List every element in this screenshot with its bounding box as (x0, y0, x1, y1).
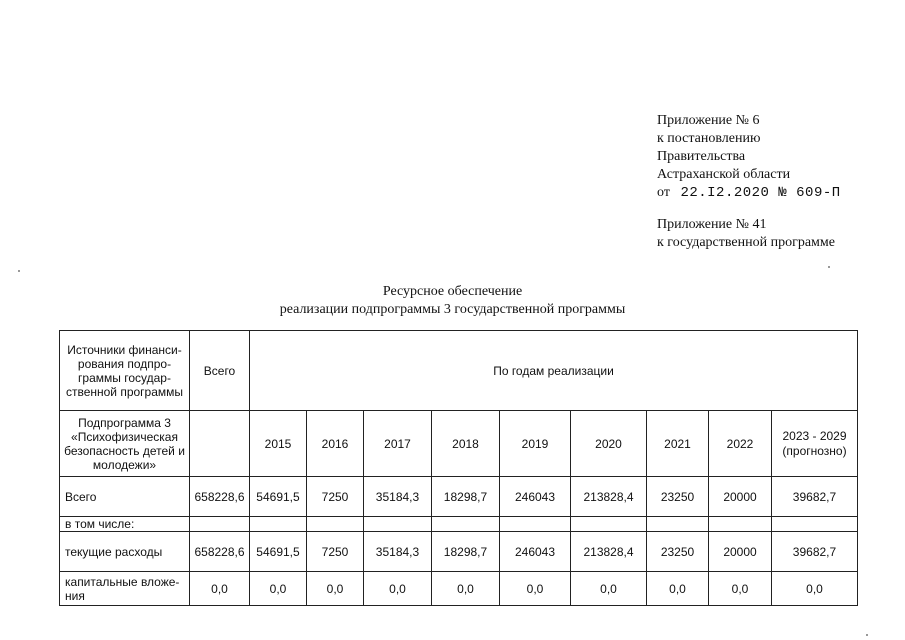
appendix-date-stamp: 22.I2.2020 № 609-П (680, 185, 841, 201)
row-value: 0,0 (772, 572, 858, 606)
year-cell: 2016 (307, 411, 364, 477)
year-cell: 2018 (432, 411, 500, 477)
row-value: 246043 (500, 477, 571, 517)
row-value: 0,0 (647, 572, 709, 606)
resource-table (59, 330, 858, 606)
row-value: 23250 (647, 532, 709, 572)
header-total: Всего (190, 331, 250, 411)
row-value (571, 517, 647, 532)
header-source: Источники финанси-рования подпро-граммы государ-ственной программы (60, 331, 190, 411)
appendix-region: Астраханской области (657, 167, 791, 182)
row-value: 54691,5 (250, 532, 307, 572)
scan-speck (866, 634, 868, 636)
year-cell: 2020 (571, 411, 647, 477)
row-value (772, 517, 858, 532)
year-cell: 2019 (500, 411, 571, 477)
appendix-government: Правительства (657, 149, 746, 164)
row-value: 246043 (500, 532, 571, 572)
header-years: По годам реализации (250, 331, 858, 411)
row-value: 0,0 (571, 572, 647, 606)
row-label: капитальные вложе-ния (60, 572, 190, 606)
row-total: 658228,6 (190, 477, 250, 517)
appendix-number: Приложение № 6 (657, 113, 760, 128)
row-value: 7250 (307, 477, 364, 517)
row-label: Всего (60, 477, 190, 517)
row-value: 35184,3 (364, 477, 432, 517)
table-header-row (60, 331, 858, 411)
appendix-program-number: Приложение № 41 (657, 217, 767, 232)
row-value: 35184,3 (364, 532, 432, 572)
row-value: 0,0 (709, 572, 772, 606)
row-value (364, 517, 432, 532)
row-value (500, 517, 571, 532)
appendix-program: к государственной программе (657, 235, 835, 250)
row-label: в том числе: (60, 517, 190, 532)
title-line-1: Ресурсное обеспечение (382, 284, 523, 299)
appendix-resolution: к постановлению (657, 131, 761, 146)
table-row (60, 572, 858, 606)
row-total: 0,0 (190, 572, 250, 606)
row-value (709, 517, 772, 532)
row-total: 658228,6 (190, 532, 250, 572)
year-cell: 2022 (709, 411, 772, 477)
row-value (250, 517, 307, 532)
row-value (647, 517, 709, 532)
document-title (0, 283, 905, 319)
row-value: 39682,7 (772, 477, 858, 517)
appendix-date-prefix: от (657, 185, 670, 200)
row-value: 54691,5 (250, 477, 307, 517)
year-cell: 2015 (250, 411, 307, 477)
row-value: 20000 (709, 477, 772, 517)
row-value: 20000 (709, 532, 772, 572)
title-line-2: реализации подпрограммы 3 государственной программы (279, 302, 626, 317)
row-value: 0,0 (250, 572, 307, 606)
year-cell: 2021 (647, 411, 709, 477)
row-total (190, 517, 250, 532)
row-value: 18298,7 (432, 532, 500, 572)
table-years-row (60, 411, 858, 477)
table-row (60, 477, 858, 517)
years-total-empty (190, 411, 250, 477)
row-value: 0,0 (364, 572, 432, 606)
row-value (307, 517, 364, 532)
scan-speck (18, 270, 20, 272)
row-value: 18298,7 (432, 477, 500, 517)
appendix-date-line (657, 184, 841, 202)
row-value: 213828,4 (571, 532, 647, 572)
scan-speck (828, 266, 830, 268)
row-value: 213828,4 (571, 477, 647, 517)
row-value: 7250 (307, 532, 364, 572)
year-cell: 2017 (364, 411, 432, 477)
row-value (432, 517, 500, 532)
subprogram-name: Подпрограмма 3 «Психофизическая безопасность детей и молодежи» (60, 411, 190, 477)
row-value: 23250 (647, 477, 709, 517)
row-value: 0,0 (307, 572, 364, 606)
appendix-block (657, 112, 841, 252)
row-value: 39682,7 (772, 532, 858, 572)
row-value: 0,0 (500, 572, 571, 606)
table-row (60, 517, 858, 532)
table-row (60, 532, 858, 572)
row-label: текущие расходы (60, 532, 190, 572)
row-value: 0,0 (432, 572, 500, 606)
year-cell: 2023 - 2029 (прогнозно) (772, 411, 858, 477)
